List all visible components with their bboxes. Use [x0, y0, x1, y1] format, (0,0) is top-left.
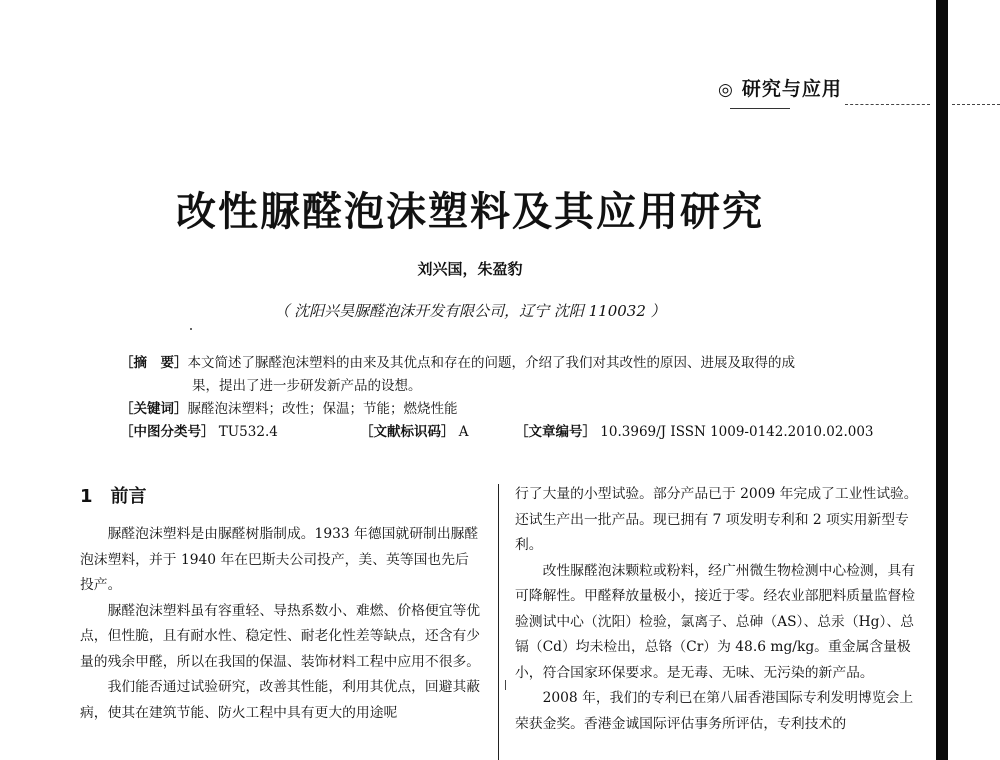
article-number-value: 10.3969/J ISSN 1009-0142.2010.02.003	[600, 424, 874, 440]
article-number-field	[515, 421, 874, 444]
clc-field	[120, 424, 278, 440]
section-name: 研究与应用	[741, 78, 842, 100]
paragraph: 脲醛泡沫塑料虽有容重轻、导热系数小、难燃、价格便宜等优点，但性脆，且有耐水性、稳定性、耐老化性差等缺点，还含有少量的残余甲醛，所以在我国的保温、装饰材料工程中应用不很多。	[80, 602, 481, 670]
left-column	[80, 482, 482, 726]
circle-bullet-icon: ◎	[718, 80, 734, 100]
paragraph: 行了大量的小型试验。部分产品已于 2009 年完成了工业性试验。还试生产出一批产品。现已拥有 7 项发明专利和 2 项实用新型专利。	[515, 486, 918, 553]
doc-code-field	[360, 421, 469, 444]
scan-speck	[190, 328, 192, 330]
paragraph: 2008 年，我们的专利已在第八届香港国际专利发明博览会上荣获金奖。香港金诚国际评估事务所评估，专利技术的	[515, 690, 914, 732]
clc-label: ［中图分类号］	[120, 424, 215, 440]
header-rule	[952, 104, 1000, 105]
abstract-text-1: 本文简述了脲醛泡沫塑料的由来及其优点和存在的问题，介绍了我们对其改性的原因、进展及取得的成	[187, 355, 795, 371]
section-title: 前言	[110, 486, 147, 507]
right-column	[515, 482, 923, 737]
abstract-block	[120, 352, 920, 444]
running-header	[718, 74, 842, 101]
abstract-text-2: 果，提出了进一步研发新产品的设想。	[192, 378, 422, 394]
paragraph: 我们能否通过试验研究，改善其性能，利用其优点，回避其蔽病，使其在建筑节能、防火工程中具有更大的用途呢	[80, 679, 481, 721]
affiliation: （ 沈阳兴昊脲醛泡沫开发有限公司，辽宁 沈阳 110032 ）	[274, 302, 666, 320]
section-heading	[80, 482, 482, 518]
paragraph: 脲醛泡沫塑料是由脲醛树脂制成。1933 年德国就研制出脲醛泡沫塑料，并于 1940 年在巴斯夫公司投产，美、英等国也先后投产。	[80, 526, 479, 593]
section-number: 1	[80, 486, 93, 507]
doc-code-label: ［文献标识码］	[360, 424, 455, 440]
abstract-line	[120, 352, 920, 375]
page-edge-bar	[936, 0, 948, 760]
column-divider	[498, 484, 499, 760]
clc-value: TU532.4	[218, 424, 278, 440]
keywords-line	[120, 398, 920, 421]
header-rule	[845, 104, 930, 105]
authors: 刘兴国，朱盈豹	[417, 260, 523, 278]
abstract-line	[120, 375, 920, 398]
classification-line	[120, 421, 920, 444]
keywords-label: ［关键词］	[120, 401, 188, 417]
paper-title: 改性脲醛泡沫塑料及其应用研究	[176, 188, 764, 235]
doc-code-value: A	[458, 424, 469, 440]
keywords-text: 脲醛泡沫塑料；改性；保温；节能；燃烧性能	[187, 401, 458, 417]
article-number-label: ［文章编号］	[515, 424, 596, 440]
margin-mark	[505, 680, 506, 690]
paragraph: 改性脲醛泡沫颗粒或粉料，经广州微生物检测中心检测，具有可降解性。甲醛释放量极小，接近于零。经农业部肥料质量监督检验测试中心（沈阳）检验，氯离子、总砷（AS）、总汞（Hg）、总镉（Cd）均未检出，总铬（Cr）为 48.6 mg/kg。重金属含量极小，符合国家环保要求。是无毒、无味、无污染的新产品。	[515, 562, 916, 681]
header-rule	[730, 108, 790, 109]
abstract-label: ［摘 要］	[120, 355, 188, 371]
